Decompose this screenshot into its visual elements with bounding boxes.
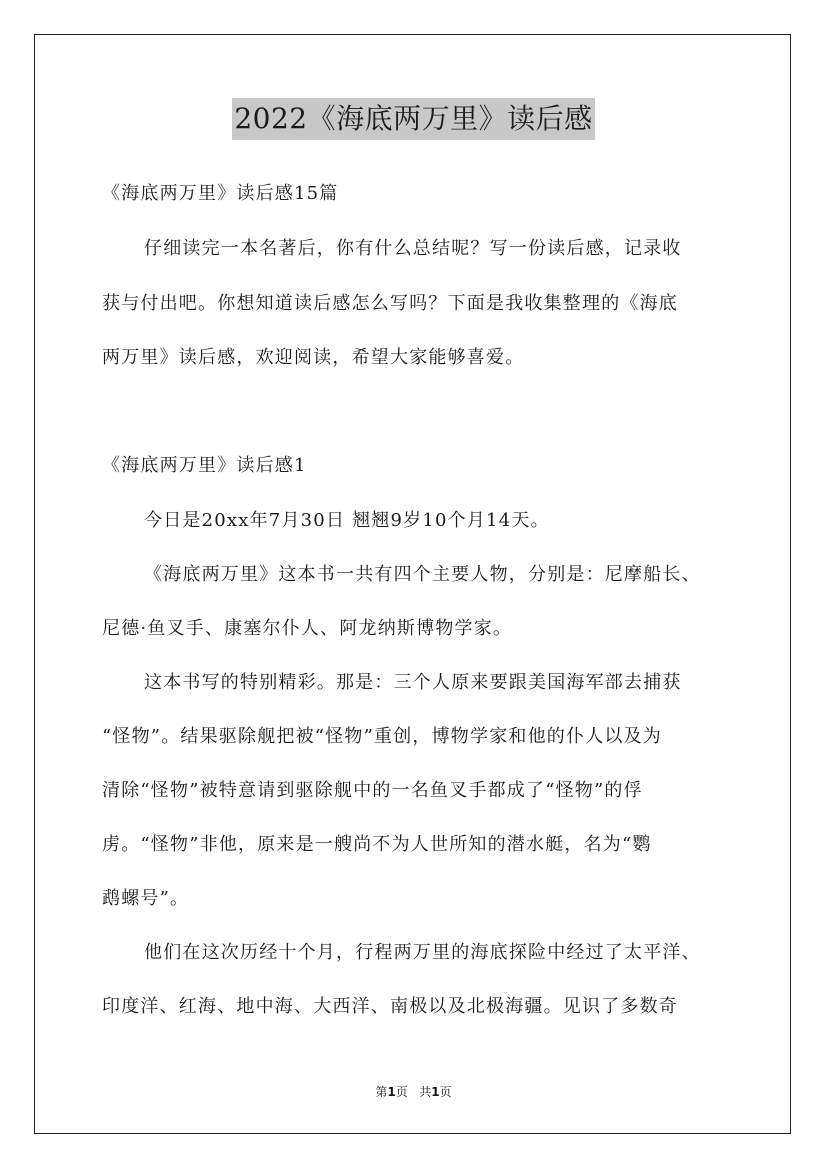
title-container [0, 98, 827, 140]
date-line: 今日是20xx年7月30日 翘翘9岁10个月14天。 [144, 510, 550, 531]
document-title: 2022《海底两万里》读后感 [232, 98, 594, 140]
section-heading: 《海底两万里》读后感1 [102, 455, 307, 476]
para3-line-2: 印度洋、红海、地中海、大西洋、南极以及北极海疆。见识了多数奇 [102, 996, 678, 1017]
para2-line-2: “怪物”。结果驱除舰把被“怪物”重创，博物学家和他的仆人以及为 [102, 726, 663, 747]
intro-line-3: 两万里》读后感，欢迎阅读，希望大家能够喜爱。 [102, 347, 525, 368]
para1-line-1: 《海底两万里》这本书一共有四个主要人物，分别是：尼摩船长、 [144, 564, 701, 585]
para2-line-3: 清除“怪物”被特意请到驱除舰中的一名鱼叉手都成了“怪物”的俘 [102, 780, 643, 801]
subtitle: 《海底两万里》读后感15篇 [102, 183, 339, 204]
para1-line-2: 尼德·鱼叉手、康塞尔仆人、阿龙纳斯博物学家。 [102, 618, 513, 639]
para2-line-1: 这本书写的特别精彩。那是：三个人原来要跟美国海军部去捕获 [144, 672, 682, 693]
para2-line-4: 虏。“怪物”非他，原来是一艘尚不为人世所知的潜水艇，名为“鹦 [102, 834, 652, 855]
footer-page-number: 1 [387, 1085, 396, 1099]
footer-total-pages: 1 [431, 1085, 440, 1099]
footer-mid: 页 共 [395, 1085, 432, 1099]
intro-line-2: 获与付出吧。你想知道读后感怎么写吗？下面是我收集整理的《海底 [102, 293, 678, 314]
intro-line-1: 仔细读完一本名著后，你有什么总结呢？写一份读后感，记录收 [144, 238, 682, 259]
footer-prefix: 第 [375, 1085, 388, 1099]
page-footer [0, 1084, 827, 1100]
footer-suffix: 页 [439, 1085, 452, 1099]
para3-line-1: 他们在这次历经十个月，行程两万里的海底探险中经过了太平洋、 [144, 942, 701, 963]
para2-line-5: 鹉螺号”。 [102, 888, 190, 909]
